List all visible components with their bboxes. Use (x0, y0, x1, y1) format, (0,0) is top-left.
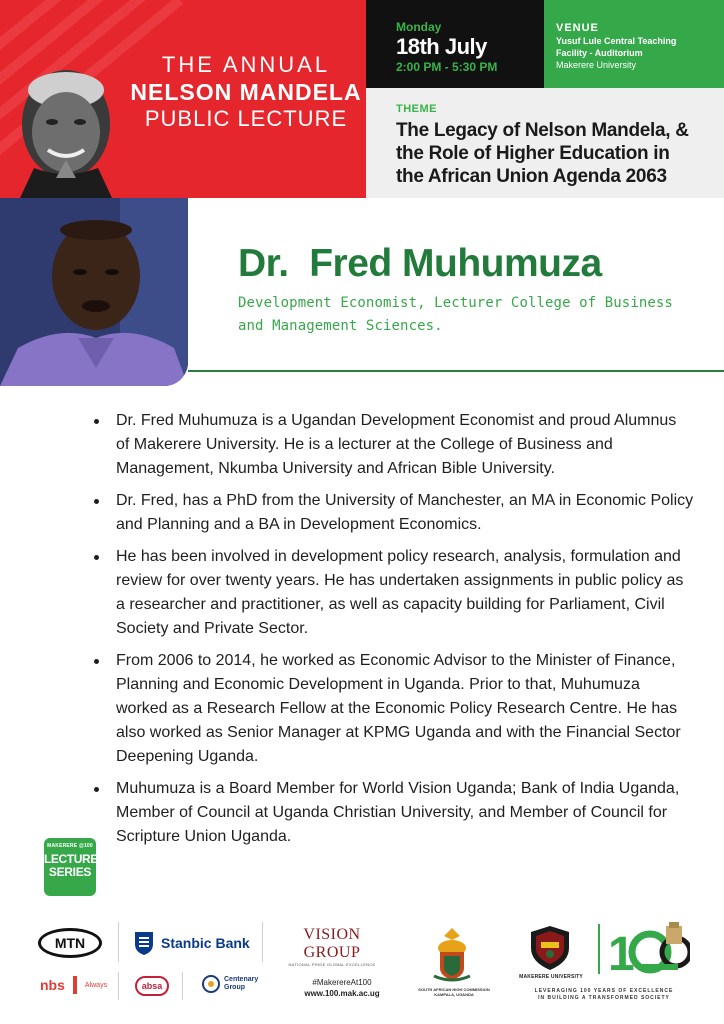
bio-text: Muhumuza is a Board Member for World Vision Uganda; Bank of India Uganda, Member of Council at Uganda Christian University, and Member of Council for Scripture Union Uganda. (116, 780, 680, 845)
title-line-3: PUBLIC LECTURE (144, 106, 348, 131)
bullet-icon (94, 419, 99, 424)
theme-line-2: the Role of Higher Education in (396, 143, 670, 164)
vision-group-name: VISION GROUP (303, 926, 361, 961)
sa-line-2: KAMPALA, UGANDA (434, 992, 474, 997)
event-day: Monday (396, 20, 442, 34)
venue-label: VENUE (556, 22, 599, 34)
centenary-line-1: Centenary (224, 976, 259, 983)
speaker-photo (0, 198, 188, 386)
venue-line-3: Makerere University (556, 60, 637, 70)
theme-panel (366, 88, 724, 198)
south-africa-crest-icon (430, 926, 474, 984)
list-item (94, 489, 694, 537)
lecture-series-badge (44, 838, 96, 896)
absa-logo: absa (135, 976, 169, 996)
theme-label: THEME (396, 103, 437, 115)
theme-text (396, 119, 724, 188)
divider (118, 922, 119, 962)
series-badge-line-2: LECTURE (44, 852, 98, 866)
bullet-icon (94, 787, 99, 792)
venue-line-1: Yusuf Lule Central Teaching (556, 36, 677, 46)
divider (262, 922, 263, 962)
hashtag: #MakerereAt100 (312, 978, 372, 987)
series-badge-line-3: SERIES (48, 865, 92, 879)
nbs-tagline: Always (84, 981, 108, 989)
venue-line-2: Facility - Auditorium (556, 48, 643, 58)
bio-text: Dr. Fred, has a PhD from the University of Manchester, an MA in Economic Policy and Planning and a BA in Development Economics. (116, 492, 694, 533)
website-url: www.100.mak.ac.ug (304, 989, 380, 998)
makerere-university-name: MAKERERE UNIVERSITY (519, 974, 583, 980)
sa-line-1: SOUTH AFRICAN HIGH COMMISSION (418, 987, 490, 992)
theme-line-3: the African Union Agenda 2063 (396, 166, 667, 187)
list-item (94, 649, 694, 769)
centenary-line-2: Group (224, 984, 245, 991)
bio-text: He has been involved in development policy research, analysis, formulation and review for over twenty years. He has undertaken assignments in public policy as a researcher and practitioner, as well as capacity building for Parliament, Civil Society and Private Sector. (116, 548, 684, 637)
date-panel (366, 0, 544, 88)
list-item (94, 545, 694, 641)
venue-panel (544, 0, 724, 88)
vision-group-logo (278, 926, 386, 968)
tagline-line-1: LEVERAGING 100 YEARS OF EXCELLENCE (534, 988, 674, 994)
stanbic-shield-icon (133, 930, 155, 956)
vision-group-tagline: NATIONAL PRIDE GLOBAL EXCELLENCE (288, 962, 376, 967)
list-item (94, 777, 694, 849)
divider (182, 972, 183, 1000)
centenary-text (224, 976, 258, 992)
divider (188, 370, 724, 372)
series-badge-line-1: MAKERERE @100 (47, 843, 93, 849)
speaker-bio-list (94, 409, 694, 857)
bullet-icon (94, 555, 99, 560)
mtn-logo: MTN (38, 928, 102, 958)
event-time: 2:00 PM - 5:30 PM (396, 60, 498, 74)
event-date: 18th July (396, 34, 487, 59)
hashtag-block (290, 977, 394, 999)
tagline-line-2: IN BUILDING A TRANSFORMED SOCIETY (538, 995, 670, 1001)
lecture-title-panel (0, 0, 366, 198)
stanbic-bank-name: Stanbic Bank (161, 935, 250, 951)
speaker-role (238, 292, 678, 338)
speaker-role-line-1: Development Economist, Lecturer College of Business (238, 295, 673, 311)
title-line-2: NELSON MANDELA (130, 79, 362, 105)
bullet-icon (94, 659, 99, 664)
centenary-group-logo (202, 975, 258, 993)
speaker-role-line-2: and Management Sciences. (238, 318, 443, 334)
nbs-name: nbs (40, 977, 65, 993)
svg-text:1: 1 (608, 928, 631, 978)
centenary-tagline (520, 988, 688, 1002)
lecture-title (128, 52, 364, 132)
makerere-crest-icon (527, 922, 573, 972)
speaker-portrait-image (0, 198, 188, 386)
stanbic-bank-logo (133, 929, 250, 957)
theme-line-1: The Legacy of Nelson Mandela, & (396, 120, 689, 141)
sa-high-commission (408, 987, 500, 997)
bio-text: From 2006 to 2014, he worked as Economic Advisor to the Minister of Finance, Planning and Economic Development in Uganda. Prior to that, Muhumuza worked as a Research Fellow at the Economic Policy Research Centre. He has also worked as Senior Manager at KPMG Uganda and with the Financial Sector Deepening Uganda. (116, 652, 681, 765)
divider (118, 972, 119, 1000)
bullet-icon (94, 499, 99, 504)
list-item (94, 409, 694, 481)
centenary-circle-icon (202, 975, 220, 993)
makerere-100-logo (598, 920, 690, 978)
title-line-1: THE ANNUAL (161, 52, 331, 77)
speaker-name: Dr. Fred Muhumuza (238, 242, 602, 285)
nbs-bar-icon (71, 976, 79, 994)
nbs-logo (40, 976, 107, 994)
bio-text: Dr. Fred Muhumuza is a Ugandan Development Economist and proud Alumnus of Makerere University. He is a lecturer at the College of Business and Management, Nkumba University and African Bible University. (116, 412, 677, 477)
